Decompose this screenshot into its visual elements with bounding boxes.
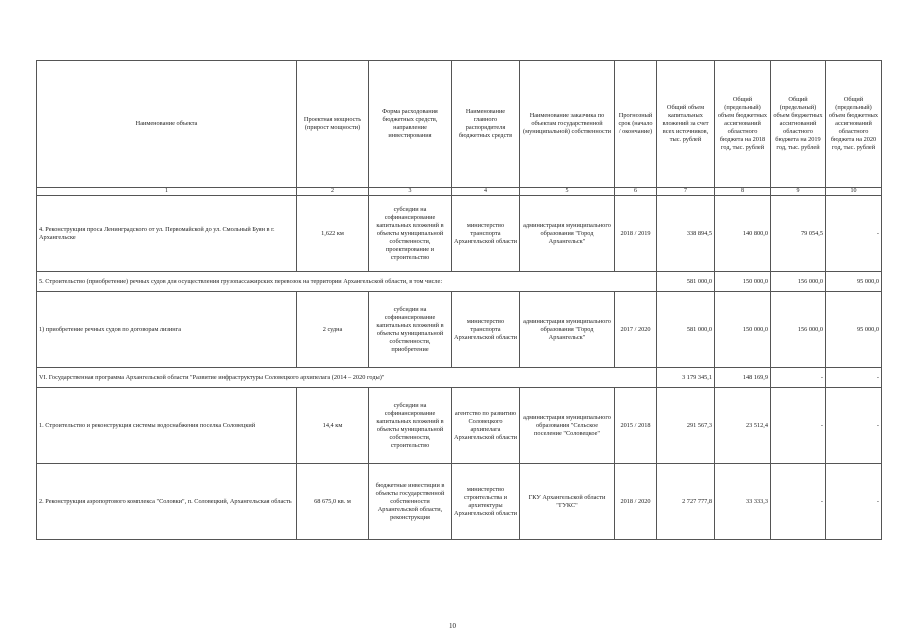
program-title: VI. Государственная программа Архангельской области "Развитие инфраструктуры Соловецкого архипелага (2014 – 2020 годы)" [37,368,657,388]
col-number: 6 [615,188,657,196]
amount-2019: 79 054,5 [771,196,826,272]
col-number: 9 [771,188,826,196]
table-row [37,388,882,464]
col-number: 4 [452,188,520,196]
col-number: 3 [369,188,452,196]
amount-2018: 23 512,4 [715,388,771,464]
term: 2018 / 2019 [615,196,657,272]
header-2020: Общий (предельный) объем бюджетных ассигнований областного бюджета на 2020 год, тыс. рублей [826,61,882,188]
col-number: 10 [826,188,882,196]
amount-2020: 95 000,0 [826,272,882,292]
manager: министерство строительства и архитектуры Архангельской области [452,464,520,540]
amount-2019: - [771,464,826,540]
amount-2019: 156 000,0 [771,292,826,368]
manager: министерство транспорта Архангельской области [452,292,520,368]
column-number-row [37,188,882,196]
page-number: 10 [449,622,456,630]
form: субсидии на софинансирование капитальных вложений в объекты муниципальной собственности, проектирование и строительство [369,196,452,272]
amount-2020: - [826,196,882,272]
capacity: 1,622 км [297,196,369,272]
header-total: Общий объем капитальных вложений за счет всех источников, тыс. рублей [657,61,715,188]
header-customer: Наименование заказчика по объектам государственной (муниципальной) собственности [520,61,615,188]
col-number: 1 [37,188,297,196]
amount-2019: 156 000,0 [771,272,826,292]
term: 2018 / 2020 [615,464,657,540]
amount-2020: - [826,388,882,464]
amount-2018: 150 000,0 [715,272,771,292]
amount-2018: 148 169,9 [715,368,771,388]
total: 291 567,3 [657,388,715,464]
col-number: 8 [715,188,771,196]
header-object-name: Наименование объекта [37,61,297,188]
form: бюджетные инвестиции в объекты государственной собственности Архангельской области, реконструкция [369,464,452,540]
amount-2020: 95 000,0 [826,292,882,368]
amount-2018: 140 800,0 [715,196,771,272]
header-manager: Наименование главного распорядителя бюджетных средств [452,61,520,188]
term: 2015 / 2018 [615,388,657,464]
amount-2018: 150 000,0 [715,292,771,368]
total: 338 894,5 [657,196,715,272]
amount-2019: - [771,388,826,464]
capacity: 14,4 км [297,388,369,464]
header-form: Форма расходования бюджетных средств, направление инвестирования [369,61,452,188]
capacity: 2 судна [297,292,369,368]
manager: министерство транспорта Архангельской области [452,196,520,272]
col-number: 7 [657,188,715,196]
table-row [37,292,882,368]
total: 2 727 777,8 [657,464,715,540]
table-row-section [37,272,882,292]
header-term: Прогнозный срок (начало / окончание) [615,61,657,188]
table-row-section [37,368,882,388]
table-row [37,196,882,272]
customer: ГКУ Архангельской области "ГУКС" [520,464,615,540]
section-title: 5. Строительство (приобретение) речных судов для осуществления грузопассажирских перевозок на территории Архангельской области, в том числе: [37,272,657,292]
manager: агентство по развитию Соловецкого архипелага Архангельской области [452,388,520,464]
customer: администрация муниципального образования "Город Архангельск" [520,292,615,368]
table-row [37,464,882,540]
object-name: 1) приобретение речных судов по договорам лизинга [37,292,297,368]
term: 2017 / 2020 [615,292,657,368]
total: 581 000,0 [657,292,715,368]
amount-2018: 33 333,3 [715,464,771,540]
header-row [37,61,882,188]
object-name: 1. Строительство и реконструкция системы водоснабжения поселка Соловецкий [37,388,297,464]
customer: администрация муниципального образования "Сельское поселение "Соловецкое" [520,388,615,464]
object-name: 2. Реконструкция аэропортового комплекса "Соловки", п. Соловецкий, Архангельская область [37,464,297,540]
customer: администрация муниципального образования "Город Архангельск" [520,196,615,272]
amount-2020: - [826,464,882,540]
amount-2019: - [771,368,826,388]
header-2019: Общий (предельный) объем бюджетных ассигнований областного бюджета на 2019 год, тыс. рублей [771,61,826,188]
object-name: 4. Реконструкция проса Ленинградского от ул. Первомайской до ул. Смольный Буян в г. Архангельске [37,196,297,272]
col-number: 2 [297,188,369,196]
col-number: 5 [520,188,615,196]
header-capacity: Проектная мощность (прирост мощности) [297,61,369,188]
form: субсидии на софинансирование капитальных вложений в объекты муниципальной собственности, строительство [369,388,452,464]
header-2018: Общий (предельный) объем бюджетных ассигнований областного бюджета на 2018 год, тыс. рублей [715,61,771,188]
total: 3 179 345,1 [657,368,715,388]
form: субсидии на софинансирование капитальных вложений в объекты муниципальной собственности, приобретение [369,292,452,368]
total: 581 000,0 [657,272,715,292]
investment-table [36,60,882,540]
amount-2020: - [826,368,882,388]
capacity: 68 675,0 кв. м [297,464,369,540]
